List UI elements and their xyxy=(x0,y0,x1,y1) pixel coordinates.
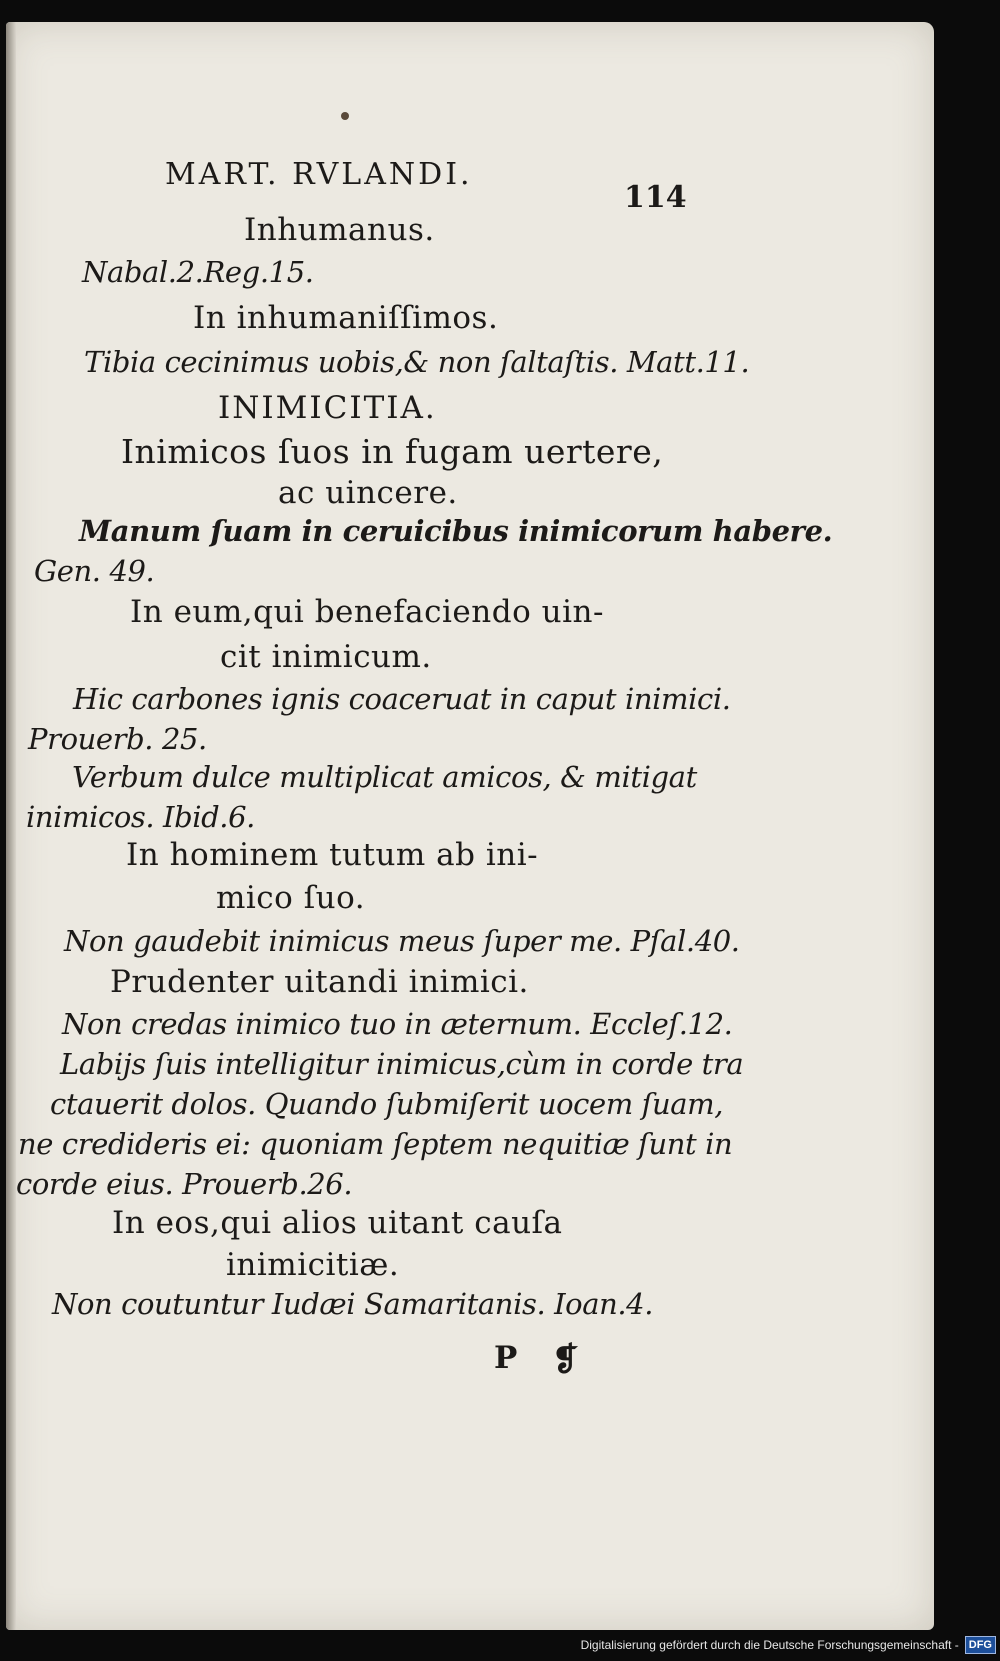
subheading-line: cit inimicum. xyxy=(220,639,432,675)
citation-line: Prouerb. 25. xyxy=(28,722,207,756)
running-title: MART. RVLANDI. xyxy=(165,157,473,192)
subheading-line: In inhumaniſſimos. xyxy=(193,300,499,336)
subheading-line: In hominem tutum ab ini- xyxy=(126,837,539,873)
quote-line: ctauerit dolos. Quando ſubmiſerit uocem ſuam, xyxy=(50,1087,724,1121)
quote-line: corde eius. Prouerb.26. xyxy=(16,1167,353,1201)
catchword-glyph: ❡ xyxy=(552,1340,579,1378)
subheading-line: Inimicos ſuos in fugam uertere, xyxy=(121,432,664,471)
quote-line: Labijs ſuis intelligitur inimicus,cùm in corde tra xyxy=(60,1047,744,1081)
citation-line: Gen. 49. xyxy=(34,554,155,588)
quote-line: Tibia cecinimus uobis,& non ſaltaſtis. Matt.11. xyxy=(84,345,750,379)
quote-line: inimicos. Ibid.6. xyxy=(26,800,255,834)
subheading-line: ac uincere. xyxy=(278,475,458,511)
subheading-line: mico ſuo. xyxy=(216,880,366,916)
heading-inhumanus: Inhumanus. xyxy=(244,212,435,248)
quote-line: ne credideris ei: quoniam ſeptem nequitiæ ſunt in xyxy=(18,1127,733,1161)
subheading-line: Prudenter uitandi inimici. xyxy=(110,964,529,1000)
signature-mark: P xyxy=(494,1340,518,1376)
citation-line: Nabal.2.Reg.15. xyxy=(82,255,314,289)
section-title-inimicitia: INIMICITIA. xyxy=(218,390,437,426)
quote-line: Hic carbones ignis coaceruat in caput inimici. xyxy=(73,682,731,716)
page-spine-edge xyxy=(6,22,16,1630)
quote-line: Verbum dulce multiplicat amicos, & mitigat xyxy=(72,760,697,794)
ink-dot xyxy=(341,112,349,120)
quote-line: Non coutuntur Iudæi Samaritanis. Ioan.4. xyxy=(52,1287,654,1321)
quote-line: Manum ſuam in ceruicibus inimicorum habere. xyxy=(79,514,833,548)
credit-text: Digitalisierung gefördert durch die Deutsche Forschungsgemeinschaft - xyxy=(580,1638,959,1652)
dfg-logo: DFG xyxy=(965,1636,996,1654)
book-page xyxy=(6,22,934,1630)
subheading-line: In eum,qui benefaciendo uin- xyxy=(130,594,604,630)
quote-line: Non credas inimico tuo in æternum. Eccleſ.12. xyxy=(62,1007,733,1041)
quote-line: Non gaudebit inimicus meus ſuper me. Pſal.40. xyxy=(64,924,740,958)
page-number: 114 xyxy=(624,180,687,215)
digitization-credit xyxy=(581,1633,1000,1657)
subheading-line: In eos,qui alios uitant cauſa xyxy=(112,1205,563,1241)
subheading-line: inimicitiæ. xyxy=(226,1247,400,1283)
